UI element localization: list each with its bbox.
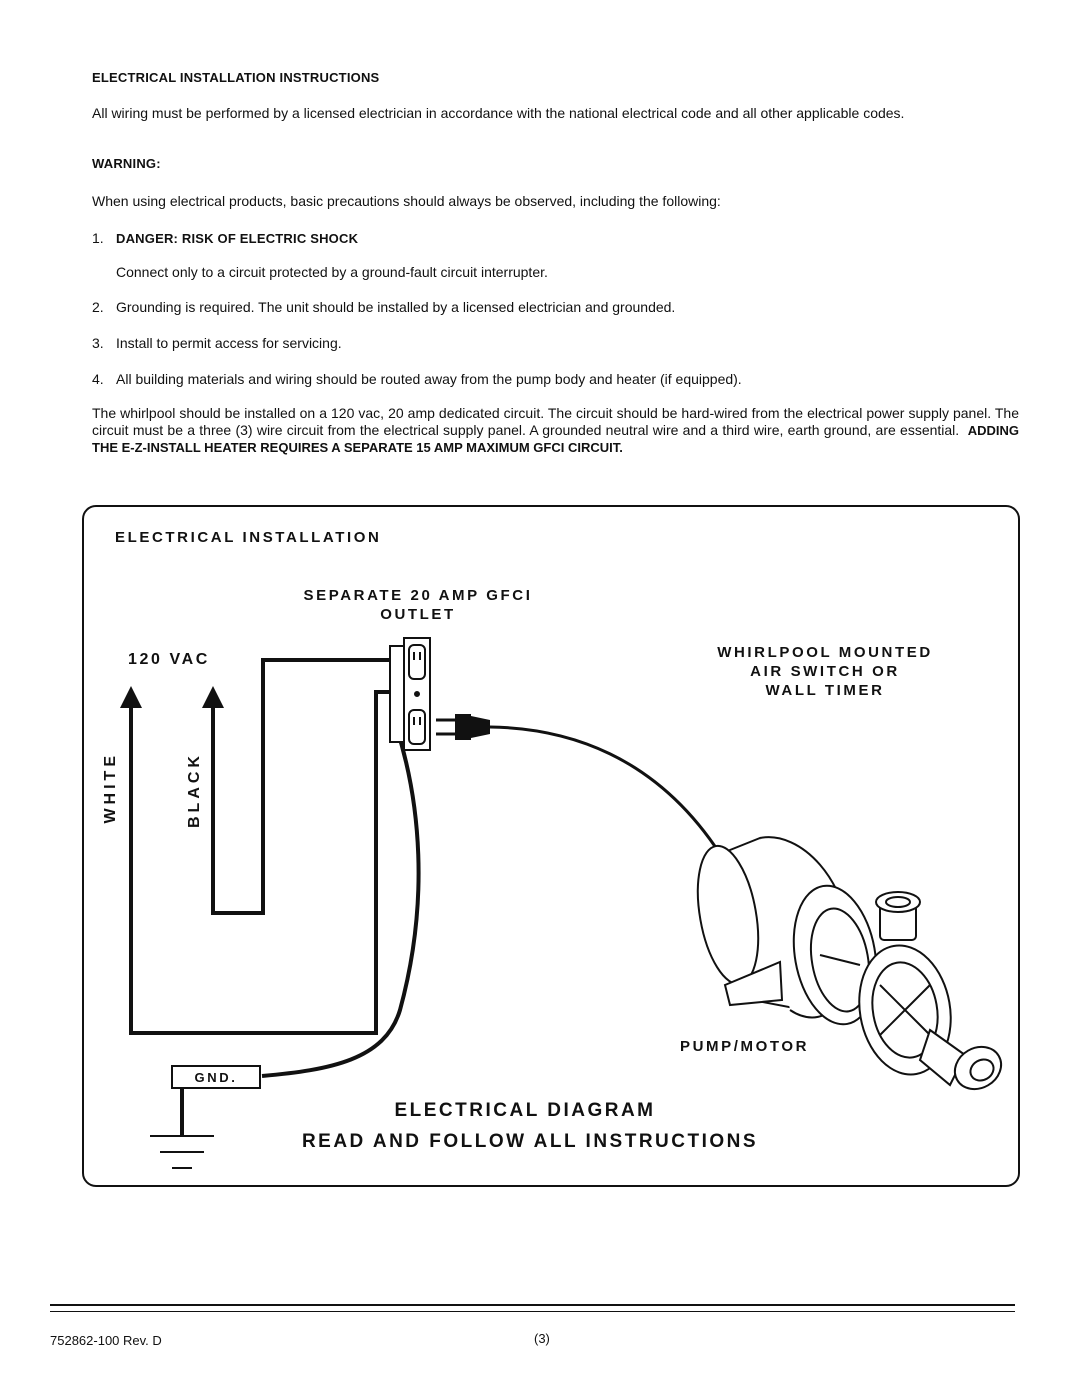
black-arrow-icon xyxy=(202,686,224,708)
list-number: 3. xyxy=(92,335,104,351)
page-number: (3) xyxy=(534,1331,550,1346)
circuit-text: The whirlpool should be installed on a 120 vac, 20 amp dedicated circuit. The circuit should be hard-wired from the electrical power supply panel. The circuit must be a three (3) wire circuit from the electrical supply panel. A grounded neutral wire and a third wire, earth ground, are essential. xyxy=(92,405,1019,438)
list-item-text: Install to permit access for servicing. xyxy=(116,335,342,351)
section-heading: ELECTRICAL INSTALLATION INSTRUCTIONS xyxy=(92,70,380,85)
circuit-warning-bold: ADDING THE E-Z-INSTALL HEATER REQUIRES A SEPARATE 15 AMP MAXIMUM GFCI CIRCUIT. xyxy=(92,423,1019,455)
switch-label xyxy=(680,643,970,700)
switch-label-line: WALL TIMER xyxy=(765,682,885,699)
warning-intro: When using electrical products, basic precautions should always be observed, including the following: xyxy=(92,193,721,209)
ground-wire xyxy=(262,726,419,1076)
plug-icon xyxy=(436,714,490,740)
footer-rule xyxy=(50,1311,1015,1312)
diagram-caption: ELECTRICAL DIAGRAM xyxy=(394,1100,656,1121)
switch-label-line: AIR SWITCH OR xyxy=(750,663,900,680)
white-arrow-icon xyxy=(120,686,142,708)
pump-motor-icon xyxy=(688,837,1009,1097)
black-wire-label: BLACK xyxy=(186,752,203,828)
diagram-title: ELECTRICAL INSTALLATION xyxy=(115,529,382,546)
list-item-text: Grounding is required. The unit should be installed by a licensed electrician and grounded. xyxy=(116,299,676,315)
document-number: 752862-100 Rev. D xyxy=(50,1333,162,1348)
danger-heading: DANGER: RISK OF ELECTRIC SHOCK xyxy=(116,231,359,246)
diagram-caption-instructions: READ AND FOLLOW ALL INSTRUCTIONS xyxy=(301,1131,759,1152)
pump-cord xyxy=(490,727,730,870)
ground-label: GND. xyxy=(194,1070,238,1085)
footer-rule xyxy=(50,1304,1015,1306)
outlet-label-line: SEPARATE 20 AMP GFCI xyxy=(303,587,533,604)
ground-symbol-icon xyxy=(150,1136,214,1168)
outlet-label-line: OUTLET xyxy=(380,606,456,623)
voltage-label: 120 VAC xyxy=(128,651,210,668)
outlet-label xyxy=(270,586,566,624)
list-number: 1. xyxy=(92,230,104,246)
list-number: 4. xyxy=(92,371,104,387)
list-number: 2. xyxy=(92,299,104,315)
gfci-outlet-icon xyxy=(390,638,430,750)
intro-paragraph: All wiring must be performed by a licensed electrician in accordance with the national electrical code and all other applicable codes. xyxy=(92,105,905,121)
switch-label-line: WHIRLPOOL MOUNTED xyxy=(717,644,933,661)
white-wire-label: WHITE xyxy=(102,752,119,824)
white-wire xyxy=(131,692,390,1033)
black-wire xyxy=(213,660,390,913)
list-item-text: All building materials and wiring should be routed away from the pump body and heater (if equipped). xyxy=(116,371,742,387)
warning-heading: WARNING: xyxy=(92,156,161,171)
list-item-text: Connect only to a circuit protected by a ground-fault circuit interrupter. xyxy=(116,264,548,280)
pump-label: PUMP/MOTOR xyxy=(680,1038,810,1055)
